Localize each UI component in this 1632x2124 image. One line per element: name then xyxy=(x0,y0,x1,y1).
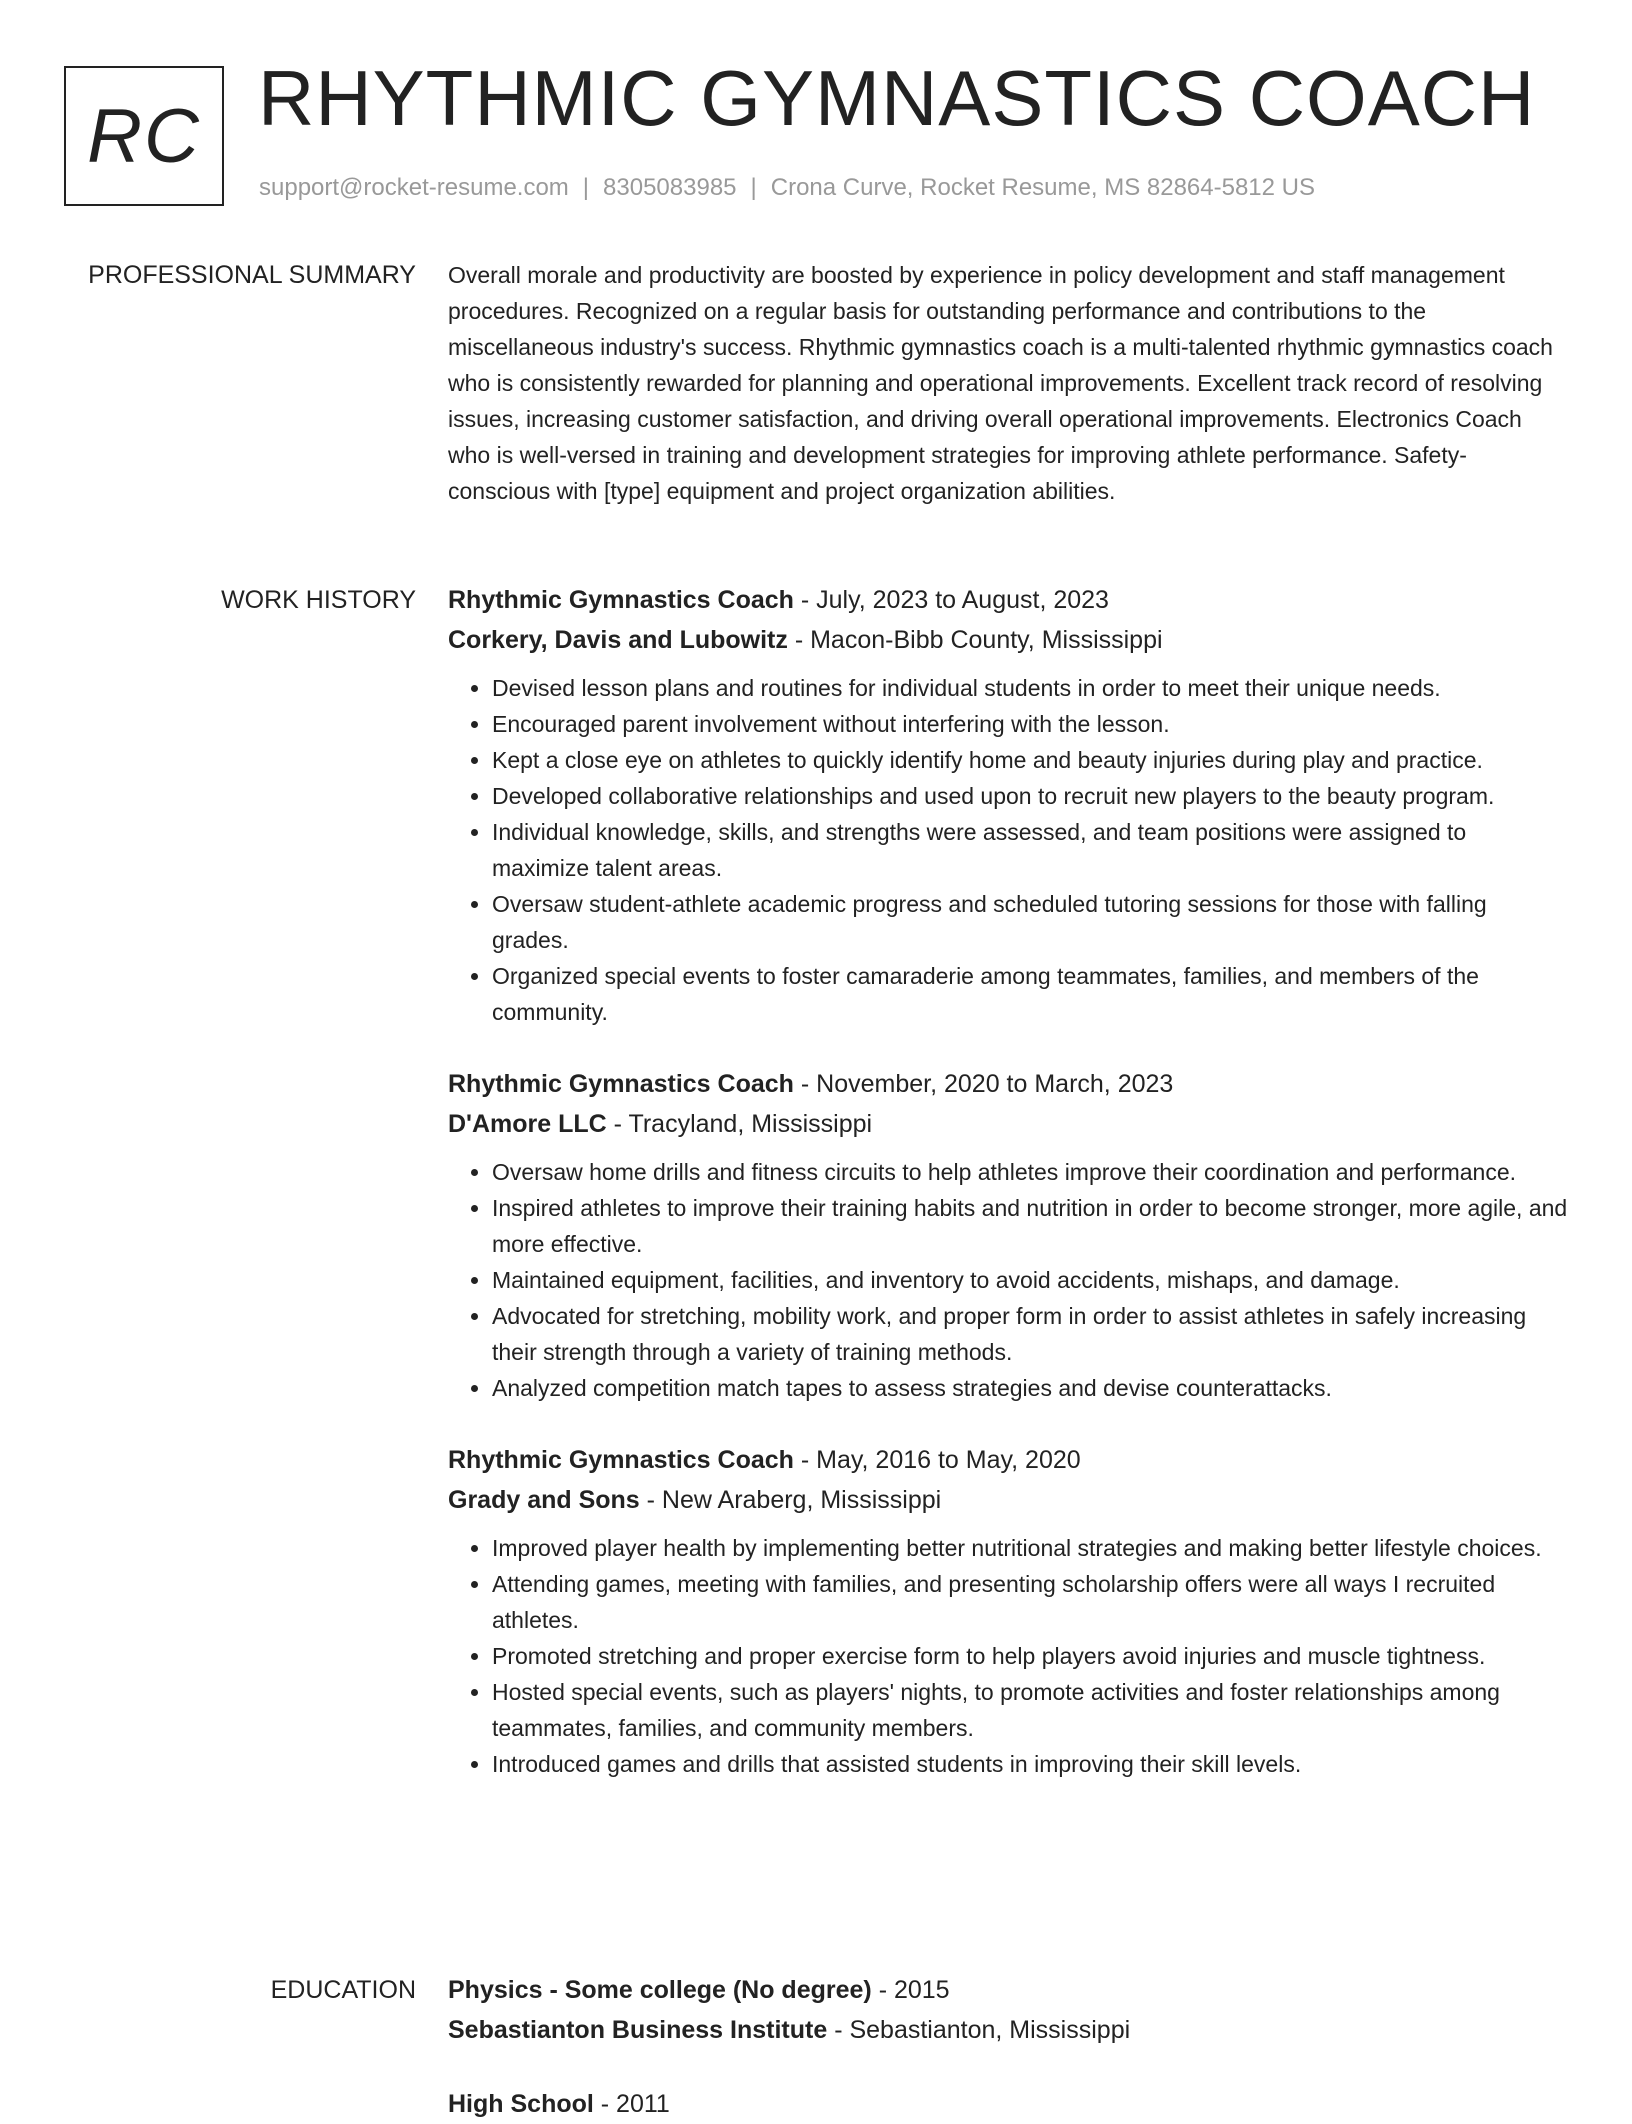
contact-line xyxy=(259,174,1315,202)
job-location: - Macon-Bibb County, Mississippi xyxy=(787,626,1163,654)
education-year: - 2011 xyxy=(593,2090,670,2118)
education-entry xyxy=(448,1970,1568,2050)
job-dates: - November, 2020 to March, 2023 xyxy=(793,1070,1174,1098)
job-bullet: • Oversaw home drills and fitness circuits to help athletes improve their coordination and performance. xyxy=(492,1154,1568,1190)
education-degree-line xyxy=(448,1970,1568,2010)
contact-phone: 8305083985 xyxy=(603,174,737,201)
summary-text: Overall morale and productivity are boosted by experience in policy development and staff management procedures. Recognized on a regular basis for outstanding performance and contributions to the miscellaneous industry's success. Rhythmic gymnastics coach is a multi-talented rhythmic gymnastics coach who is consistently rewarded for planning and operational improvements. Excellent track record of resolving issues, increasing customer satisfaction, and driving overall operational improvements. Electronics Coach who is well-versed in training and development strategies for improving athlete performance. Safety-conscious with [type] equipment and project organization abilities. xyxy=(448,262,1553,504)
job-dates: - July, 2023 to August, 2023 xyxy=(793,586,1109,614)
job-bullet: • Improved player health by implementing better nutritional strategies and making better lifestyle choices. xyxy=(492,1530,1568,1566)
job-bullet: • Introduced games and drills that assisted students in improving their skill levels. xyxy=(492,1746,1568,1782)
job-dates: - May, 2016 to May, 2020 xyxy=(793,1446,1081,1474)
job-bullet: • Devised lesson plans and routines for individual students in order to meet their unique needs. xyxy=(492,670,1568,706)
job-location: - Tracyland, Mississippi xyxy=(606,1110,873,1138)
job-bullet: • Oversaw student-athlete academic progress and scheduled tutoring sessions for those with falling grades. xyxy=(492,886,1568,958)
job-bullet: • Advocated for stretching, mobility work, and proper form in order to assist athletes in safely increasing their strength through a variety of training methods. xyxy=(492,1298,1568,1370)
job-bullet: • Individual knowledge, skills, and strengths were assessed, and team positions were assigned to maximize talent areas. xyxy=(492,814,1568,886)
job-location: - New Araberg, Mississippi xyxy=(639,1486,942,1514)
education-body xyxy=(448,1970,1568,2124)
job-company: Corkery, Davis and Lubowitz xyxy=(448,626,788,654)
job-bullets xyxy=(448,1530,1568,1782)
job-entry xyxy=(448,580,1568,1030)
job-bullet: • Organized special events to foster camaraderie among teammates, families, and members of the community. xyxy=(492,958,1568,1030)
job-bullet: • Analyzed competition match tapes to assess strategies and devise counterattacks. xyxy=(492,1370,1568,1406)
section-label-education: EDUCATION xyxy=(270,1976,416,2004)
job-company-line xyxy=(448,1480,1568,1520)
job-bullet: • Inspired athletes to improve their training habits and nutrition in order to become stronger, more agile, and more effective. xyxy=(492,1190,1568,1262)
job-company-line xyxy=(448,620,1568,660)
education-entry xyxy=(448,2084,1568,2124)
education-location: - Sebastianton, Mississippi xyxy=(827,2016,1131,2044)
section-label-summary: PROFESSIONAL SUMMARY xyxy=(88,261,416,289)
section-label-work-history: WORK HISTORY xyxy=(221,586,416,614)
education-degree-line xyxy=(448,2084,1568,2124)
job-title: Rhythmic Gymnastics Coach xyxy=(448,586,794,614)
contact-separator: | xyxy=(582,174,590,201)
job-bullets xyxy=(448,1154,1568,1406)
job-title: Rhythmic Gymnastics Coach xyxy=(448,1070,794,1098)
education-degree: High School xyxy=(448,2090,594,2118)
work-history-body xyxy=(448,580,1568,1782)
job-bullet: • Hosted special events, such as players' nights, to promote activities and foster relationships among teammates, families, and community members. xyxy=(492,1674,1568,1746)
job-entry xyxy=(448,1064,1568,1406)
job-bullet: • Encouraged parent involvement without interfering with the lesson. xyxy=(492,706,1568,742)
education-year: - 2015 xyxy=(871,1976,950,2004)
job-bullet: • Kept a close eye on athletes to quickly identify home and beauty injuries during play and practice. xyxy=(492,742,1568,778)
contact-separator: | xyxy=(750,174,757,201)
job-company-line xyxy=(448,1104,1568,1144)
job-bullets xyxy=(448,670,1568,1030)
job-bullet: • Developed collaborative relationships and used upon to recruit new players to the beauty program. xyxy=(492,778,1568,814)
job-title-line xyxy=(448,1440,1568,1480)
resume-title: RHYTHMIC GYMNASTICS COACH xyxy=(258,54,1536,142)
job-title: Rhythmic Gymnastics Coach xyxy=(448,1446,794,1474)
job-bullet: • Promoted stretching and proper exercise form to help players avoid injuries and muscle tightness. xyxy=(492,1638,1568,1674)
education-school-line xyxy=(448,2010,1568,2050)
job-title-line xyxy=(448,1064,1568,1104)
job-title-line xyxy=(448,580,1568,620)
education-degree: Physics - Some college (No degree) xyxy=(448,1976,872,2004)
job-bullet: • Attending games, meeting with families, and presenting scholarship offers were all ways I recruited athletes. xyxy=(492,1566,1568,1638)
job-bullet: • Maintained equipment, facilities, and inventory to avoid accidents, mishaps, and damage. xyxy=(492,1262,1568,1298)
education-school: Sebastianton Business Institute xyxy=(448,2016,828,2044)
job-entry xyxy=(448,1440,1568,1782)
summary-body xyxy=(448,257,1568,509)
monogram-logo: RC xyxy=(64,66,224,206)
job-company: Grady and Sons xyxy=(448,1486,640,1514)
contact-email: support@rocket-resume.com xyxy=(259,174,569,201)
job-company: D'Amore LLC xyxy=(448,1110,607,1138)
contact-address: Crona Curve, Rocket Resume, MS 82864-5812 US xyxy=(770,174,1316,201)
